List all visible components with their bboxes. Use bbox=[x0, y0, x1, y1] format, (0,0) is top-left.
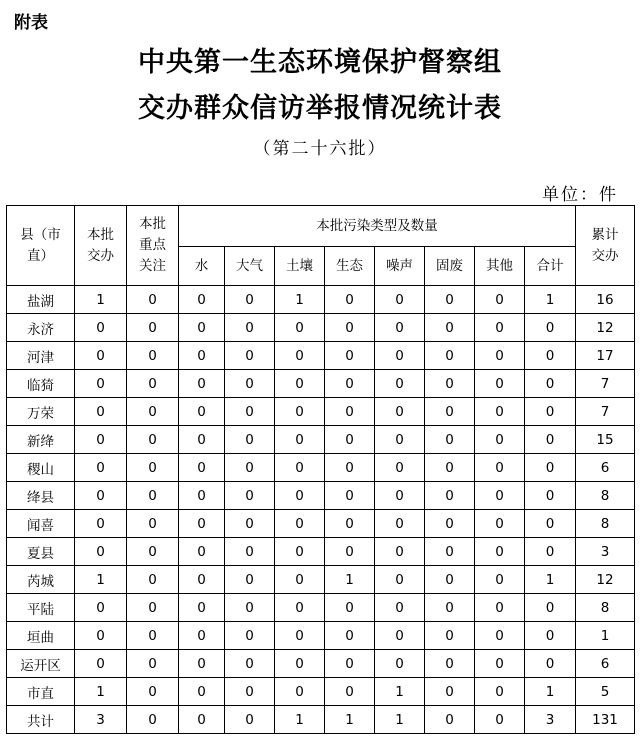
value-cell: 0 bbox=[475, 454, 525, 482]
value-cell: 0 bbox=[127, 398, 179, 426]
county-cell: 垣曲 bbox=[7, 622, 75, 650]
value-cell: 0 bbox=[275, 510, 325, 538]
value-cell: 0 bbox=[225, 342, 275, 370]
value-cell: 0 bbox=[225, 286, 275, 314]
table-row bbox=[7, 370, 635, 398]
value-cell: 0 bbox=[127, 370, 179, 398]
value-cell: 1 bbox=[75, 566, 127, 594]
county-cell: 市直 bbox=[7, 678, 75, 706]
value-cell: 0 bbox=[75, 538, 127, 566]
value-cell: 0 bbox=[225, 370, 275, 398]
table-row bbox=[7, 314, 635, 342]
value-cell: 0 bbox=[325, 510, 375, 538]
value-cell: 0 bbox=[475, 398, 525, 426]
value-cell: 0 bbox=[325, 286, 375, 314]
county-cell: 万荣 bbox=[7, 398, 75, 426]
value-cell: 0 bbox=[275, 566, 325, 594]
value-cell: 0 bbox=[225, 538, 275, 566]
table-row bbox=[7, 454, 635, 482]
value-cell: 0 bbox=[325, 314, 375, 342]
county-cell: 运开区 bbox=[7, 650, 75, 678]
value-cell: 0 bbox=[275, 426, 325, 454]
value-cell: 17 bbox=[576, 342, 635, 370]
value-cell: 0 bbox=[325, 342, 375, 370]
value-cell: 0 bbox=[275, 482, 325, 510]
value-cell: 0 bbox=[425, 314, 475, 342]
value-cell: 0 bbox=[179, 622, 225, 650]
value-cell: 0 bbox=[475, 650, 525, 678]
value-cell: 0 bbox=[275, 594, 325, 622]
table-row bbox=[7, 622, 635, 650]
value-cell: 0 bbox=[179, 482, 225, 510]
value-cell: 0 bbox=[475, 370, 525, 398]
value-cell: 131 bbox=[576, 706, 635, 734]
value-cell: 0 bbox=[375, 650, 425, 678]
table-row bbox=[7, 678, 635, 706]
table-body bbox=[7, 286, 635, 734]
value-cell: 0 bbox=[525, 342, 576, 370]
value-cell: 0 bbox=[75, 650, 127, 678]
value-cell: 0 bbox=[179, 398, 225, 426]
county-cell: 共计 bbox=[7, 706, 75, 734]
table-row bbox=[7, 594, 635, 622]
value-cell: 0 bbox=[75, 454, 127, 482]
value-cell: 6 bbox=[576, 454, 635, 482]
value-cell: 0 bbox=[127, 342, 179, 370]
value-cell: 0 bbox=[275, 454, 325, 482]
table-row bbox=[7, 706, 635, 734]
table-row bbox=[7, 510, 635, 538]
value-cell: 1 bbox=[525, 678, 576, 706]
value-cell: 0 bbox=[425, 398, 475, 426]
value-cell: 0 bbox=[425, 482, 475, 510]
value-cell: 3 bbox=[75, 706, 127, 734]
value-cell: 0 bbox=[225, 454, 275, 482]
county-cell: 盐湖 bbox=[7, 286, 75, 314]
county-cell: 芮城 bbox=[7, 566, 75, 594]
value-cell: 0 bbox=[375, 370, 425, 398]
page-title-line2: 交办群众信访举报情况统计表 bbox=[138, 93, 502, 124]
value-cell: 0 bbox=[525, 370, 576, 398]
table-row bbox=[7, 650, 635, 678]
value-cell: 0 bbox=[179, 286, 225, 314]
value-cell: 1 bbox=[375, 678, 425, 706]
value-cell: 0 bbox=[475, 510, 525, 538]
value-cell: 1 bbox=[375, 706, 425, 734]
value-cell: 0 bbox=[275, 538, 325, 566]
value-cell: 0 bbox=[127, 594, 179, 622]
value-cell: 0 bbox=[525, 482, 576, 510]
value-cell: 0 bbox=[375, 538, 425, 566]
value-cell: 0 bbox=[525, 426, 576, 454]
header-assigned bbox=[75, 206, 127, 286]
value-cell: 0 bbox=[179, 314, 225, 342]
page-title-line1: 中央第一生态环境保护督察组 bbox=[138, 47, 502, 78]
value-cell: 0 bbox=[179, 342, 225, 370]
value-cell: 0 bbox=[425, 538, 475, 566]
value-cell: 1 bbox=[75, 678, 127, 706]
county-cell: 河津 bbox=[7, 342, 75, 370]
value-cell: 0 bbox=[425, 566, 475, 594]
value-cell: 0 bbox=[425, 370, 475, 398]
value-cell: 0 bbox=[127, 286, 179, 314]
value-cell: 1 bbox=[576, 622, 635, 650]
value-cell: 0 bbox=[375, 482, 425, 510]
value-cell: 0 bbox=[425, 454, 475, 482]
value-cell: 0 bbox=[425, 706, 475, 734]
value-cell: 0 bbox=[475, 594, 525, 622]
unit-label: 单位：件 bbox=[542, 185, 618, 205]
batch-label: （第二十六批） bbox=[253, 139, 387, 159]
value-cell: 0 bbox=[75, 510, 127, 538]
value-cell: 0 bbox=[225, 426, 275, 454]
header-county-line2: 直） bbox=[27, 247, 54, 264]
value-cell: 0 bbox=[525, 454, 576, 482]
value-cell: 1 bbox=[525, 566, 576, 594]
value-cell: 0 bbox=[275, 622, 325, 650]
value-cell: 0 bbox=[525, 510, 576, 538]
value-cell: 16 bbox=[576, 286, 635, 314]
table-row bbox=[7, 342, 635, 370]
value-cell: 0 bbox=[375, 398, 425, 426]
value-cell: 0 bbox=[475, 706, 525, 734]
county-cell: 平陆 bbox=[7, 594, 75, 622]
value-cell: 7 bbox=[576, 398, 635, 426]
value-cell: 0 bbox=[225, 650, 275, 678]
value-cell: 0 bbox=[225, 510, 275, 538]
value-cell: 0 bbox=[325, 370, 375, 398]
value-cell: 0 bbox=[375, 314, 425, 342]
value-cell: 0 bbox=[525, 650, 576, 678]
value-cell: 0 bbox=[475, 622, 525, 650]
value-cell: 0 bbox=[325, 454, 375, 482]
value-cell: 0 bbox=[375, 510, 425, 538]
value-cell: 0 bbox=[225, 706, 275, 734]
value-cell: 0 bbox=[325, 426, 375, 454]
table-row bbox=[7, 398, 635, 426]
table-row bbox=[7, 538, 635, 566]
value-cell: 0 bbox=[475, 538, 525, 566]
value-cell: 12 bbox=[576, 314, 635, 342]
header-key-line3: 关注 bbox=[139, 258, 166, 274]
value-cell: 0 bbox=[425, 650, 475, 678]
value-cell: 0 bbox=[525, 622, 576, 650]
value-cell: 0 bbox=[127, 482, 179, 510]
county-cell: 临猗 bbox=[7, 370, 75, 398]
value-cell: 0 bbox=[325, 482, 375, 510]
value-cell: 0 bbox=[425, 426, 475, 454]
table-row bbox=[7, 426, 635, 454]
value-cell: 0 bbox=[179, 594, 225, 622]
header-noise: 噪声 bbox=[375, 247, 425, 286]
value-cell: 0 bbox=[475, 314, 525, 342]
value-cell: 0 bbox=[127, 314, 179, 342]
value-cell: 0 bbox=[375, 286, 425, 314]
value-cell: 0 bbox=[225, 314, 275, 342]
value-cell: 0 bbox=[275, 370, 325, 398]
value-cell: 8 bbox=[576, 510, 635, 538]
value-cell: 0 bbox=[325, 538, 375, 566]
value-cell: 0 bbox=[225, 622, 275, 650]
value-cell: 0 bbox=[275, 314, 325, 342]
value-cell: 0 bbox=[375, 342, 425, 370]
county-cell: 永济 bbox=[7, 314, 75, 342]
value-cell: 3 bbox=[576, 538, 635, 566]
value-cell: 0 bbox=[179, 706, 225, 734]
value-cell: 0 bbox=[325, 678, 375, 706]
value-cell: 1 bbox=[525, 286, 576, 314]
value-cell: 0 bbox=[127, 622, 179, 650]
value-cell: 0 bbox=[75, 594, 127, 622]
header-air: 大气 bbox=[225, 247, 275, 286]
header-cumulative bbox=[576, 206, 635, 286]
value-cell: 0 bbox=[127, 538, 179, 566]
value-cell: 0 bbox=[179, 370, 225, 398]
value-cell: 0 bbox=[179, 650, 225, 678]
header-pollution-group: 本批污染类型及数量 bbox=[179, 206, 576, 247]
value-cell: 0 bbox=[425, 594, 475, 622]
value-cell: 0 bbox=[325, 398, 375, 426]
header-assigned-line2: 交办 bbox=[87, 247, 114, 264]
county-cell: 稷山 bbox=[7, 454, 75, 482]
value-cell: 0 bbox=[525, 538, 576, 566]
value-cell: 7 bbox=[576, 370, 635, 398]
value-cell: 0 bbox=[525, 398, 576, 426]
value-cell: 0 bbox=[325, 622, 375, 650]
value-cell: 3 bbox=[525, 706, 576, 734]
value-cell: 0 bbox=[75, 398, 127, 426]
value-cell: 0 bbox=[425, 622, 475, 650]
header-cumulative-line2: 交办 bbox=[591, 247, 619, 264]
table-row bbox=[7, 482, 635, 510]
value-cell: 0 bbox=[127, 510, 179, 538]
value-cell: 0 bbox=[425, 286, 475, 314]
value-cell: 0 bbox=[275, 398, 325, 426]
value-cell: 0 bbox=[375, 454, 425, 482]
table-row bbox=[7, 286, 635, 314]
value-cell: 8 bbox=[576, 594, 635, 622]
value-cell: 0 bbox=[127, 650, 179, 678]
value-cell: 0 bbox=[225, 398, 275, 426]
value-cell: 0 bbox=[127, 454, 179, 482]
value-cell: 0 bbox=[179, 538, 225, 566]
header-subtotal: 合计 bbox=[525, 247, 576, 286]
value-cell: 0 bbox=[325, 650, 375, 678]
county-cell: 绛县 bbox=[7, 482, 75, 510]
value-cell: 0 bbox=[525, 314, 576, 342]
header-key-line1: 本批 bbox=[139, 216, 166, 232]
header-ecology: 生态 bbox=[325, 247, 375, 286]
value-cell: 1 bbox=[75, 286, 127, 314]
value-cell: 1 bbox=[325, 706, 375, 734]
value-cell: 0 bbox=[475, 482, 525, 510]
value-cell: 0 bbox=[275, 342, 325, 370]
header-assigned-line1: 本批 bbox=[87, 226, 114, 243]
value-cell: 0 bbox=[179, 426, 225, 454]
county-cell: 夏县 bbox=[7, 538, 75, 566]
value-cell: 0 bbox=[325, 594, 375, 622]
value-cell: 0 bbox=[225, 566, 275, 594]
county-cell: 新绛 bbox=[7, 426, 75, 454]
value-cell: 0 bbox=[425, 510, 475, 538]
value-cell: 0 bbox=[75, 482, 127, 510]
value-cell: 0 bbox=[475, 426, 525, 454]
value-cell: 1 bbox=[275, 286, 325, 314]
value-cell: 6 bbox=[576, 650, 635, 678]
value-cell: 0 bbox=[225, 482, 275, 510]
value-cell: 0 bbox=[127, 566, 179, 594]
value-cell: 0 bbox=[179, 566, 225, 594]
value-cell: 0 bbox=[179, 678, 225, 706]
value-cell: 0 bbox=[275, 678, 325, 706]
header-water: 水 bbox=[179, 247, 225, 286]
header-county bbox=[7, 206, 75, 286]
value-cell: 0 bbox=[475, 286, 525, 314]
value-cell: 1 bbox=[325, 566, 375, 594]
value-cell: 0 bbox=[179, 510, 225, 538]
header-cumulative-line1: 累计 bbox=[591, 226, 619, 243]
header-solid-waste: 固废 bbox=[425, 247, 475, 286]
annex-label: 附表 bbox=[14, 13, 48, 33]
value-cell: 15 bbox=[576, 426, 635, 454]
value-cell: 0 bbox=[475, 678, 525, 706]
value-cell: 0 bbox=[127, 678, 179, 706]
value-cell: 5 bbox=[576, 678, 635, 706]
header-key-line2: 重点 bbox=[139, 237, 166, 253]
value-cell: 0 bbox=[425, 342, 475, 370]
value-cell: 0 bbox=[75, 426, 127, 454]
value-cell: 12 bbox=[576, 566, 635, 594]
value-cell: 0 bbox=[475, 342, 525, 370]
value-cell: 1 bbox=[275, 706, 325, 734]
value-cell: 0 bbox=[225, 594, 275, 622]
table-row bbox=[7, 566, 635, 594]
value-cell: 0 bbox=[375, 426, 425, 454]
value-cell: 8 bbox=[576, 482, 635, 510]
value-cell: 0 bbox=[75, 342, 127, 370]
value-cell: 0 bbox=[525, 594, 576, 622]
value-cell: 0 bbox=[475, 566, 525, 594]
value-cell: 0 bbox=[75, 622, 127, 650]
county-cell: 闻喜 bbox=[7, 510, 75, 538]
header-county-line1: 县（市 bbox=[20, 226, 61, 243]
value-cell: 0 bbox=[375, 566, 425, 594]
value-cell: 0 bbox=[127, 426, 179, 454]
header-soil: 土壤 bbox=[275, 247, 325, 286]
value-cell: 0 bbox=[75, 314, 127, 342]
value-cell: 0 bbox=[375, 594, 425, 622]
value-cell: 0 bbox=[179, 454, 225, 482]
value-cell: 0 bbox=[425, 678, 475, 706]
value-cell: 0 bbox=[127, 706, 179, 734]
value-cell: 0 bbox=[275, 650, 325, 678]
value-cell: 0 bbox=[75, 370, 127, 398]
statistics-table bbox=[6, 205, 635, 734]
value-cell: 0 bbox=[375, 622, 425, 650]
header-other: 其他 bbox=[475, 247, 525, 286]
header-key-attention bbox=[127, 206, 179, 286]
value-cell: 0 bbox=[225, 678, 275, 706]
